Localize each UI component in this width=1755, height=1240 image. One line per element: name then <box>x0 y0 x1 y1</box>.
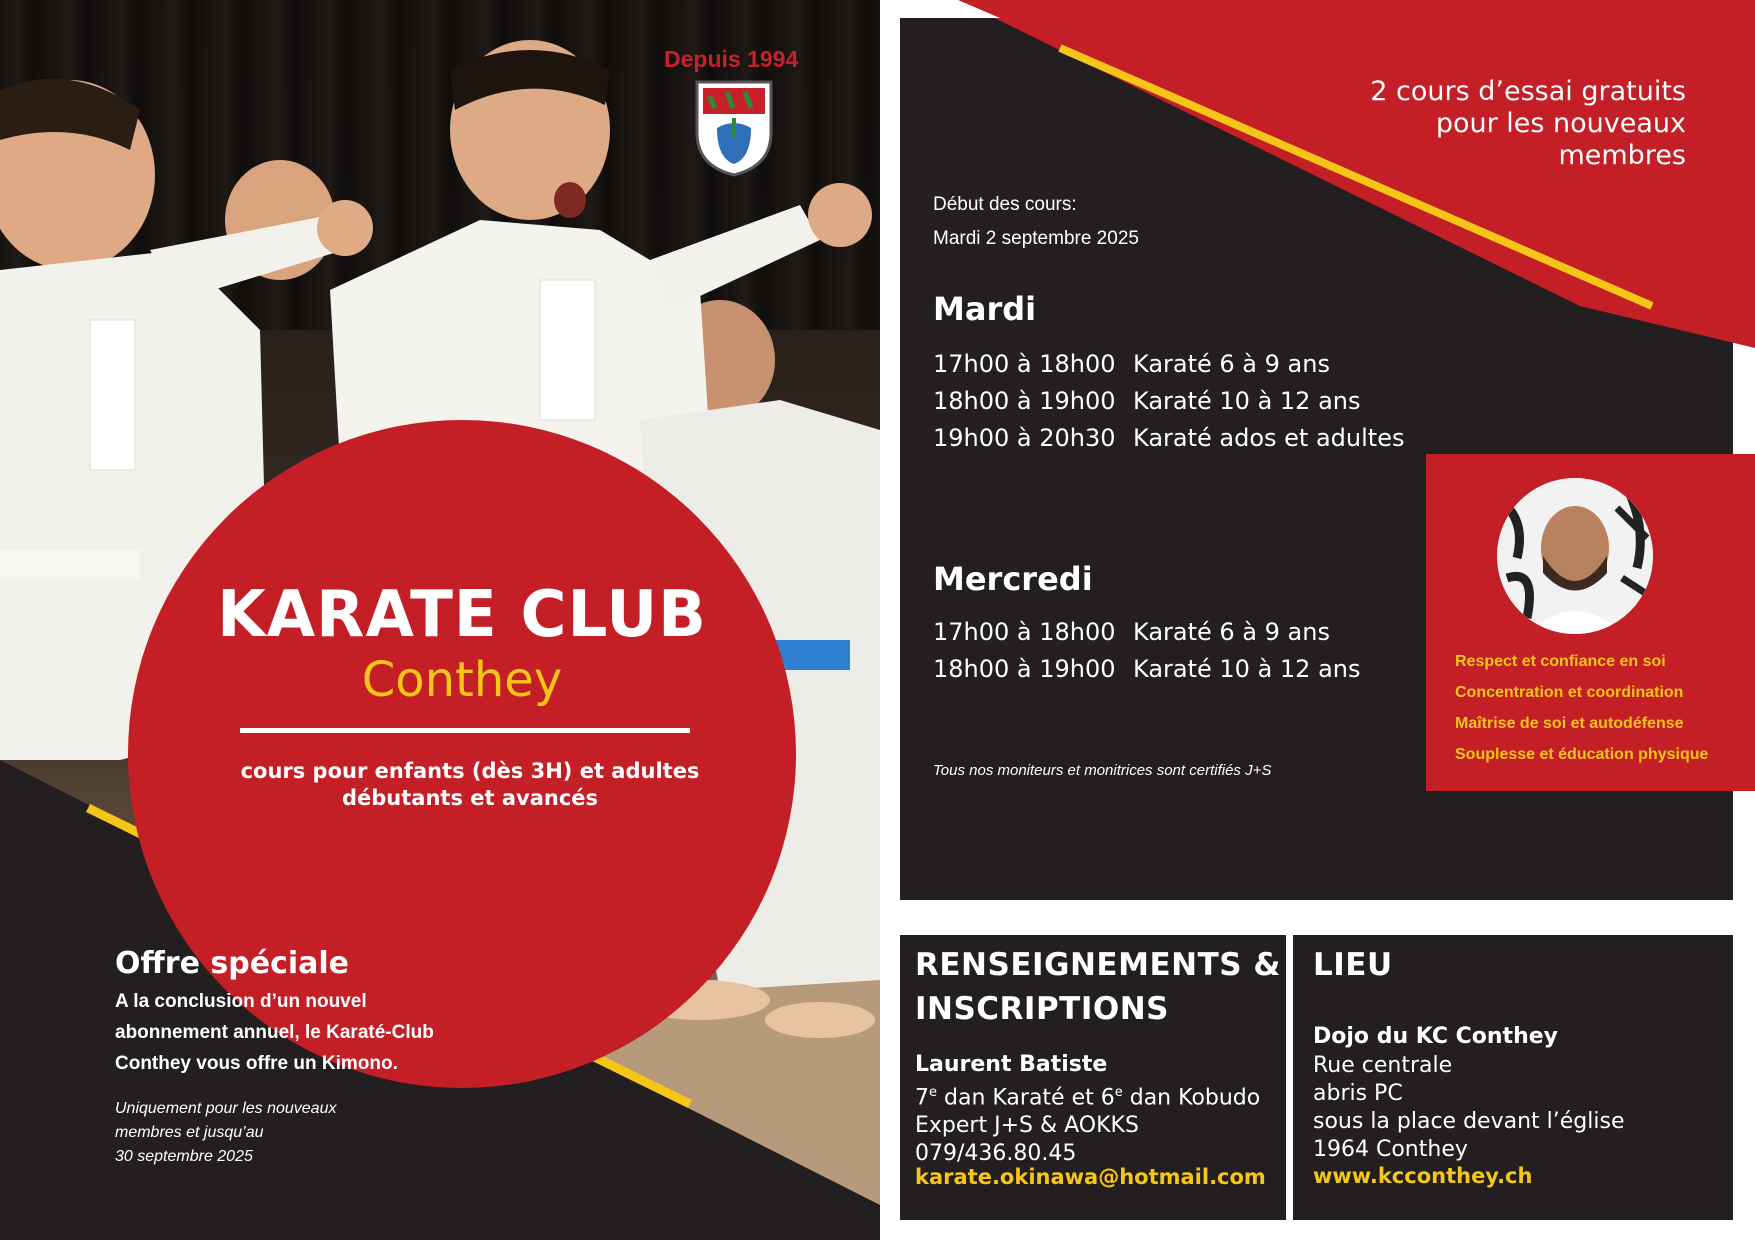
venue-address <box>1313 1052 1624 1164</box>
contact-expert: Expert J+S & AOKKS <box>915 1113 1139 1139</box>
course-description-line: débutants et avancés <box>341 786 599 810</box>
free-trial-line: pour les nouveaux <box>1435 108 1686 139</box>
instructor-avatar <box>1497 478 1653 634</box>
offer-note-line: 30 septembre 2025 <box>115 1148 253 1165</box>
club-location: Conthey <box>361 652 563 708</box>
schedule-row <box>933 424 1404 461</box>
offer-title: Offre spéciale <box>115 946 350 981</box>
contact-heading-line: INSCRIPTIONS <box>915 991 1169 1027</box>
start-date: Mardi 2 septembre 2025 <box>933 228 1139 249</box>
slot-class: Karaté 10 à 12 ans <box>1133 655 1361 683</box>
rank-middle: dan Karaté et 6 <box>937 1085 1115 1111</box>
slot-time: 18h00 à 19h00 <box>933 387 1116 415</box>
schedule-wednesday <box>933 618 1361 692</box>
contact-name: Laurent Batiste <box>915 1052 1108 1077</box>
free-trial-line: 2 cours d’essai gratuits <box>1370 76 1686 107</box>
contact-heading <box>915 943 1281 1031</box>
benefit-item: Respect et confiance en soi <box>1455 653 1666 670</box>
benefit-item: Concentration et coordination <box>1455 684 1684 701</box>
contact-heading-line: RENSEIGNEMENTS & <box>915 947 1281 983</box>
offer-body-line: abonnement annuel, le Karaté-Club <box>115 1022 434 1043</box>
schedule-row <box>933 350 1404 387</box>
club-title: KARATE CLUB <box>217 578 707 652</box>
offer-note-line: membres et jusqu’au <box>115 1124 264 1141</box>
day-heading-wednesday: Mercredi <box>933 560 1093 598</box>
address-line: Rue centrale <box>1313 1053 1453 1078</box>
offer-note <box>115 1097 415 1169</box>
offer-note-line: Uniquement pour les nouveaux <box>115 1100 337 1117</box>
contact-box <box>900 935 1286 1220</box>
schedule-row <box>933 387 1404 424</box>
start-label: Début des cours: <box>933 194 1077 215</box>
offer-body-line: Conthey vous offre un Kimono. <box>115 1053 398 1074</box>
contact-phone[interactable]: 079/436.80.45 <box>915 1141 1077 1167</box>
contact-rank <box>915 1079 1260 1112</box>
benefit-item: Souplesse et éducation physique <box>1455 746 1709 763</box>
slot-class: Karaté 10 à 12 ans <box>1133 387 1361 415</box>
slot-class: Karaté ados et adultes <box>1133 424 1405 452</box>
schedule-row <box>933 618 1361 655</box>
certification-note: Tous nos moniteurs et monitrices sont certifiés J+S <box>933 762 1272 779</box>
location-heading: LIEU <box>1313 947 1393 983</box>
slot-time: 17h00 à 18h00 <box>933 618 1116 646</box>
slot-time: 18h00 à 19h00 <box>933 655 1116 683</box>
rank-suffix: e <box>1114 1085 1123 1100</box>
instructor-portrait <box>1497 478 1653 634</box>
since-label: Depuis 1994 <box>664 46 799 72</box>
address-line: sous la place devant l’église <box>1313 1109 1625 1134</box>
crest-icon <box>693 78 775 178</box>
free-trial-text <box>1340 76 1686 172</box>
contact-email-link[interactable]: karate.okinawa@hotmail.com <box>915 1165 1266 1189</box>
slot-time: 17h00 à 18h00 <box>933 350 1116 378</box>
course-description <box>200 758 740 812</box>
address-line: 1964 Conthey <box>1313 1137 1468 1162</box>
slot-time: 19h00 à 20h30 <box>933 424 1116 452</box>
location-box <box>1293 935 1733 1220</box>
schedule-tuesday <box>933 350 1404 461</box>
schedule-row <box>933 655 1361 692</box>
rank-suffix: e <box>929 1085 937 1100</box>
benefit-item: Maîtrise de soi et autodéfense <box>1455 715 1684 732</box>
address-line: abris PC <box>1313 1081 1403 1106</box>
offer-body-line: A la conclusion d’un nouvel <box>115 991 367 1012</box>
course-description-line: cours pour enfants (dès 3H) et adultes <box>240 759 700 783</box>
free-trial-line: membres <box>1558 140 1686 171</box>
title-divider <box>240 728 690 733</box>
offer-body <box>115 986 515 1079</box>
slot-class: Karaté 6 à 9 ans <box>1133 350 1330 378</box>
website-link[interactable]: www.kcconthey.ch <box>1313 1164 1533 1188</box>
day-heading-tuesday: Mardi <box>933 290 1037 328</box>
benefits-list <box>1455 646 1708 770</box>
rank-number: 7 <box>915 1085 929 1111</box>
slot-class: Karaté 6 à 9 ans <box>1133 618 1330 646</box>
contact-details <box>915 1079 1260 1168</box>
venue-name: Dojo du KC Conthey <box>1313 1024 1558 1049</box>
rank-end: dan Kobudo <box>1122 1085 1261 1111</box>
